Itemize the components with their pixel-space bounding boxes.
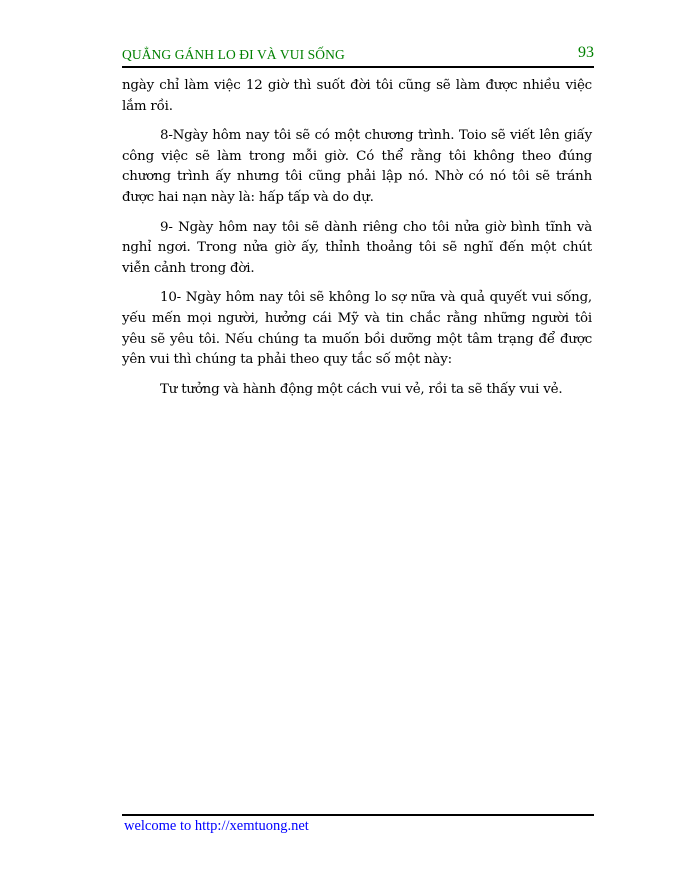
paragraph-item-10: 10- Ngày hôm nay tôi sẽ không lo sợ nữa và quả quyết vui sống, yếu mến mọi người, hưởng cái Mỹ và tin chắc rằng những người tôi yêu sẽ yêu tôi. Nếu chúng ta muốn bồi dưỡng một tâm trạng để được yên vui thì chúng ta phải theo quy tắc số một này: — [122, 290, 592, 368]
page-number: 93 — [578, 44, 594, 61]
page-body — [122, 76, 592, 409]
paragraph-continuation: ngày chỉ làm việc 12 giờ thì suốt đời tôi cũng sẽ làm được nhiều việc lắm rồi. — [122, 78, 592, 114]
footer-link[interactable]: welcome to http://xemtuong.net — [124, 818, 309, 834]
paragraph-rule: Tư tưởng và hành động một cách vui vẻ, rồi ta sẽ thấy vui vẻ. — [160, 381, 563, 397]
paragraph-item-9: 9- Ngày hôm nay tôi sẽ dành riêng cho tôi nửa giờ bình tĩnh và nghỉ ngơi. Trong nửa giờ ấy, thỉnh thoảng tôi sẽ nghĩ đến một chút viễn cảnh trong đời. — [122, 219, 592, 276]
page-header — [122, 44, 594, 68]
book-title: QUẲNG GÁNH LO ĐI VÀ VUI SỐNG — [122, 47, 345, 62]
footer-divider — [122, 814, 594, 816]
paragraph-item-8: 8-Ngày hôm nay tôi sẽ có một chương trình. Toio sẽ viết lên giấy công việc sẽ làm trong mỗi giờ. Có thể rằng tôi không theo đúng chương trình ấy nhưng tôi cũng phải lập nó. Nhờ có nó tôi sẽ tránh được hai nạn này là: hấp tấp và do dự. — [122, 128, 592, 205]
